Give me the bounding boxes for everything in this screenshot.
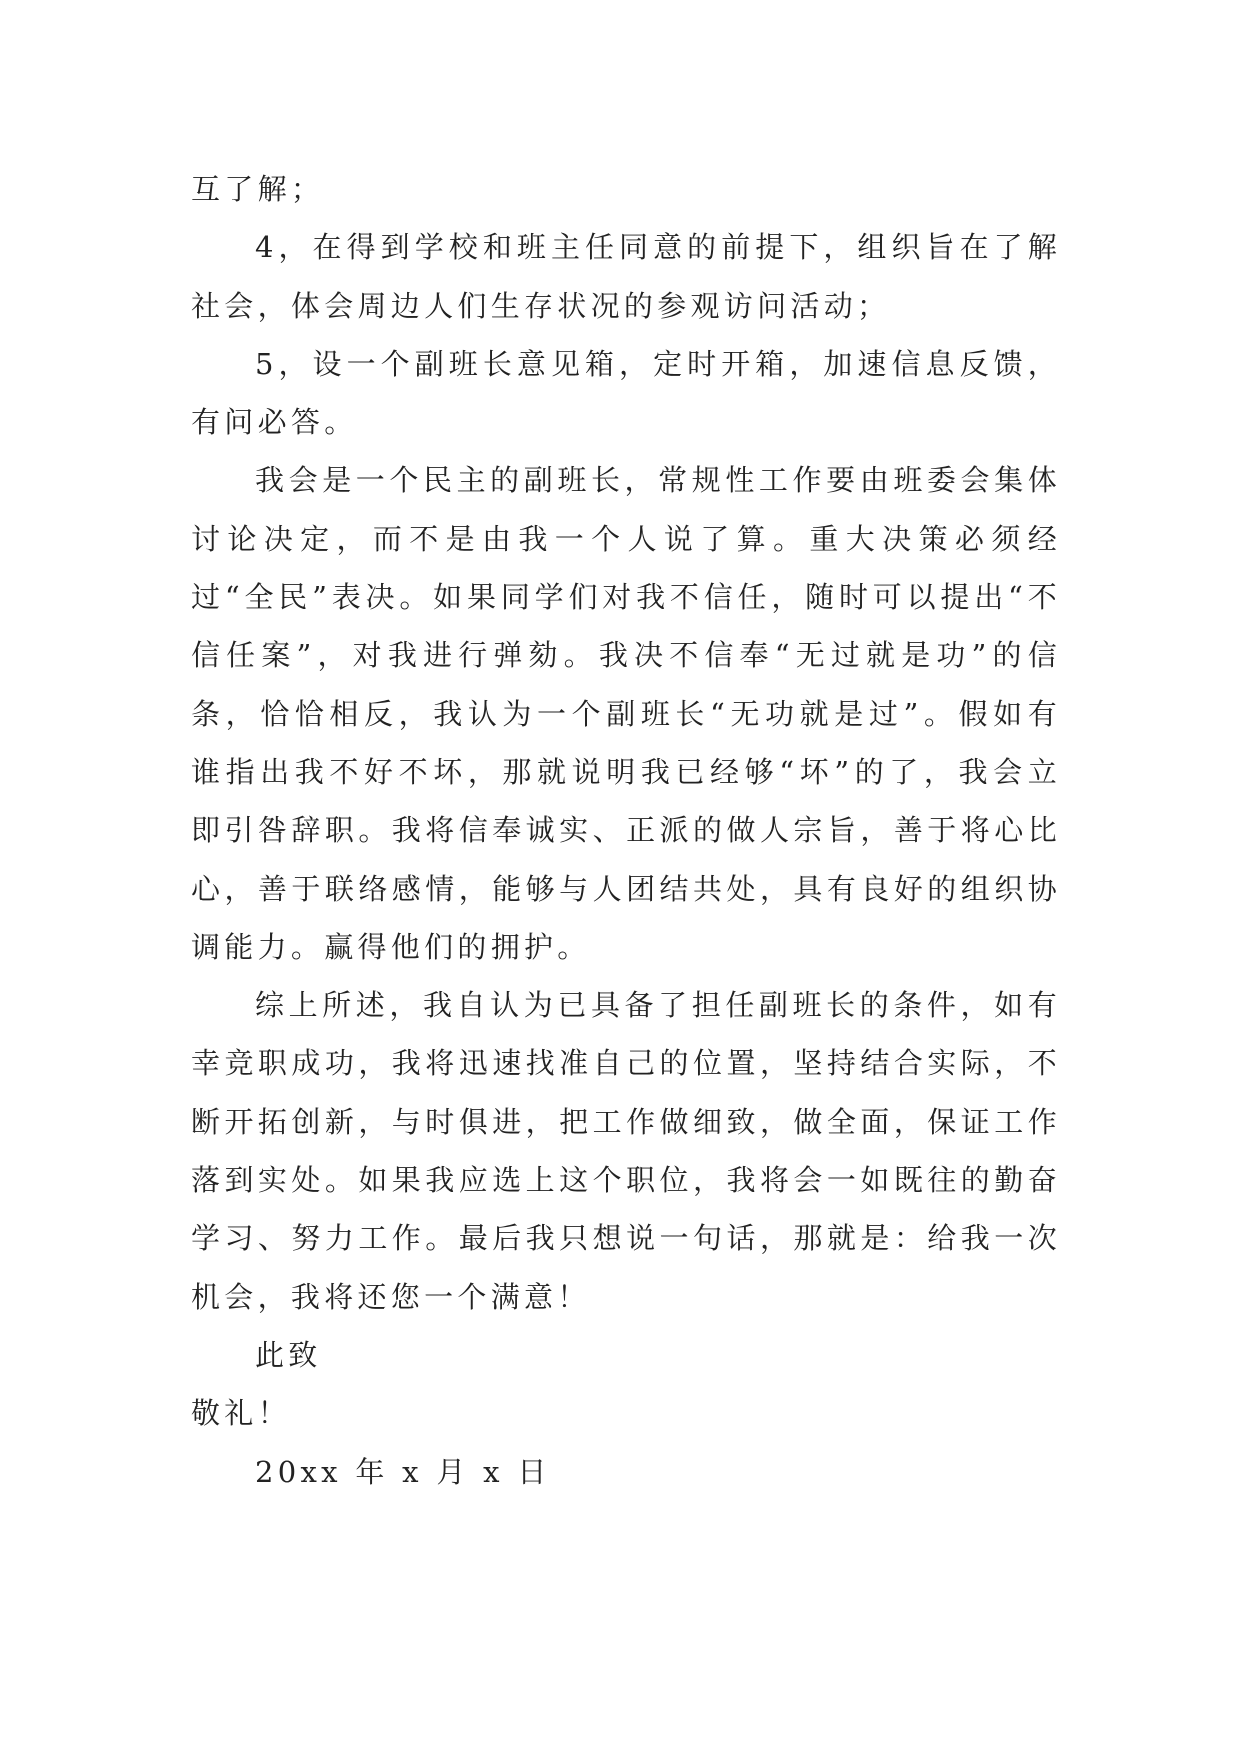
closing-line: 此致 [255, 1337, 322, 1372]
paragraph-summary: 综上所述，我自认为已具备了担任副班长的条件，如有幸竞职成功，我将迅速找准自己的位置，坚持结合实际，不断开拓创新，与时俱进，把工作做细致，做全面，保证工作落到实处。如果我应选上这个职位，我将会一如既往的勤奋学习、努力工作。最后我只想说一句话，那就是：给我一次机会，我将还您一个满意！ [191, 988, 1061, 1314]
paragraph-continuation: 互了解； [191, 172, 325, 206]
paragraph-democratic-leader: 我会是一个民主的副班长，常规性工作要由班委会集体讨论决定，而不是由我一个人说了算。重大决策必须经过“全民”表决。如果同学们对我不信任，随时可以提出“不信任案”，对我进行弹劾。我决不信奉“无过就是功”的信条，恰恰相反，我认为一个副班长“无功就是过”。假如有谁指出我不好不坏，那就说明我已经够“坏”的了，我会立即引咎辞职。我将信奉诚实、正派的做人宗旨，善于将心比心，善于联络感情，能够与人团结共处，具有良好的组织协调能力。赢得他们的拥护。 [191, 463, 1061, 964]
paragraph-item-5: 5，设一个副班长意见箱，定时开箱，加速信息反馈，有问必答。 [191, 346, 1061, 440]
date-line: 20xx 年 x 月 x 日 [255, 1454, 551, 1489]
paragraph-item-4: 4，在得到学校和班主任同意的前提下，组织旨在了解社会，体会周边人们生存状况的参观访问活动； [191, 230, 1061, 323]
document-body [191, 160, 1061, 1501]
salute-line: 敬礼！ [191, 1396, 291, 1431]
